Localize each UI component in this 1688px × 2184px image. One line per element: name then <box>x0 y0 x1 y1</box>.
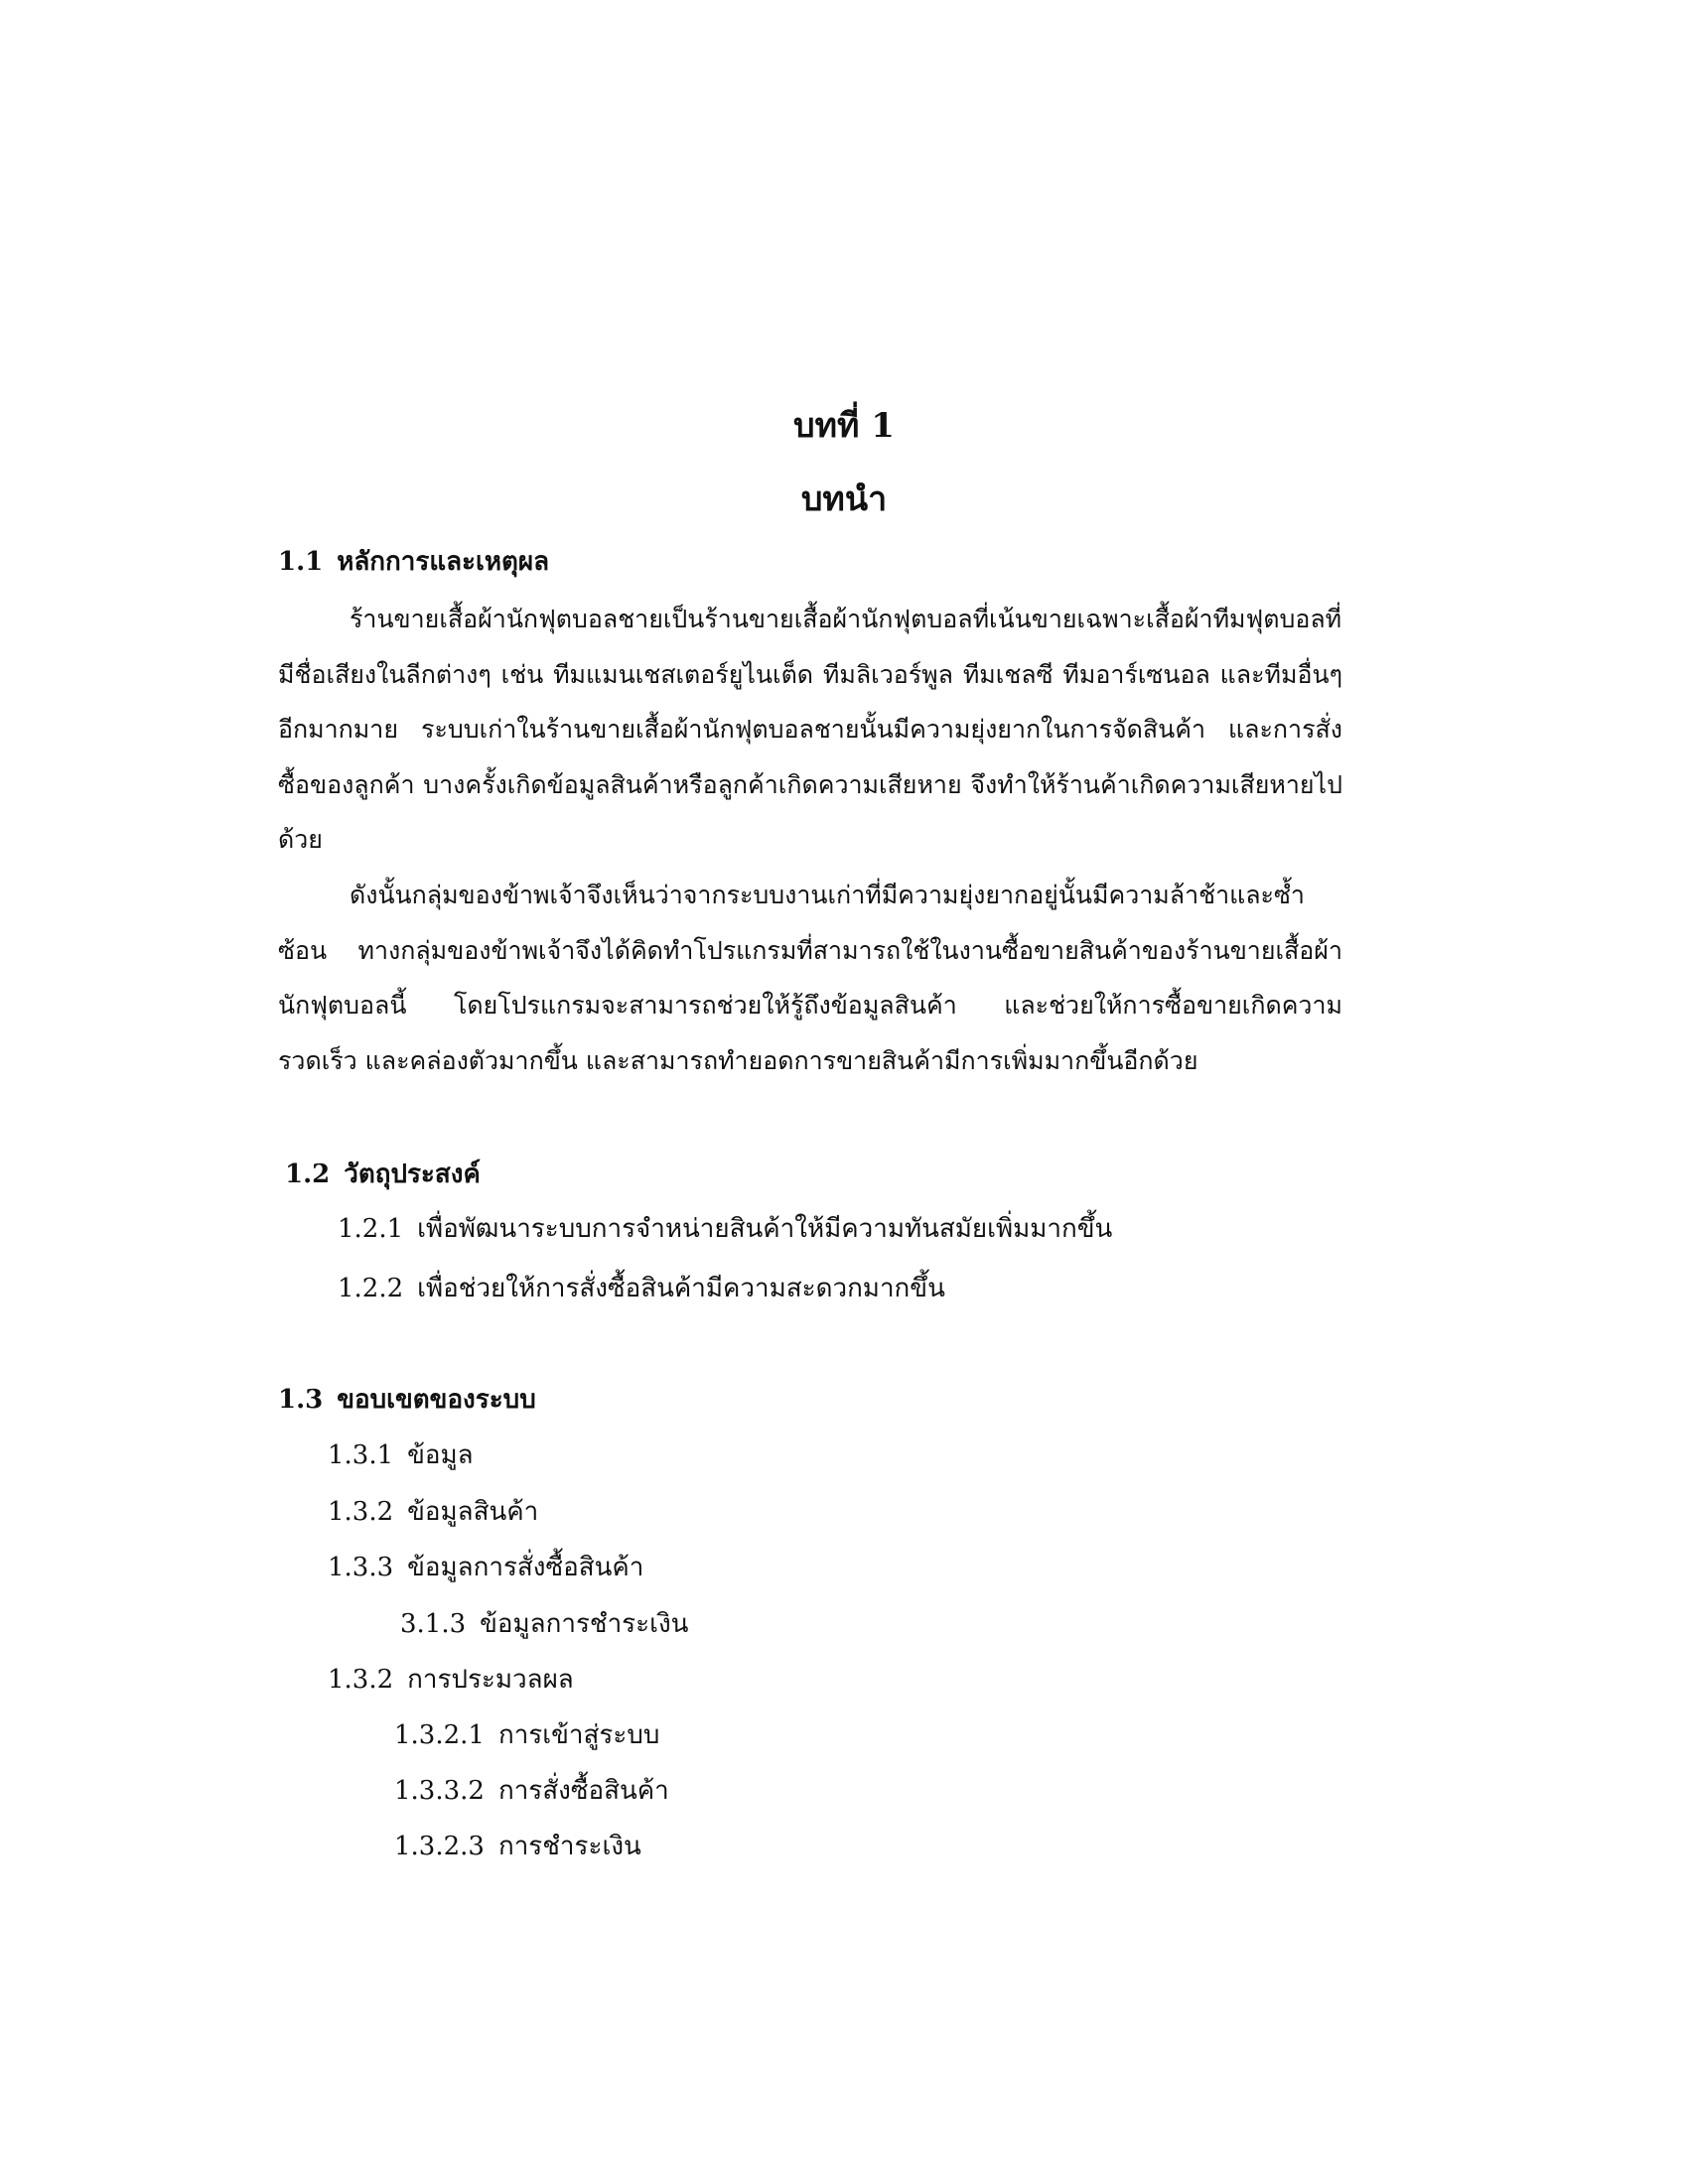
item-text: การชำระเงิน <box>497 1832 641 1861</box>
item-text: ข้อมูลสินค้า <box>407 1497 539 1527</box>
item-text: การเข้าสู่ระบบ <box>497 1720 660 1750</box>
section-heading-principles <box>278 549 549 575</box>
item-text: การสั่งซื้อสินค้า <box>497 1776 669 1806</box>
item-number: 1.3.2.1 <box>394 1720 485 1750</box>
chapter-number: บทที่ 1 <box>793 406 895 446</box>
section-title: หลักการและเหตุผล <box>337 547 550 577</box>
scope-item <box>394 1722 659 1748</box>
item-number: 1.3.3.2 <box>394 1776 485 1806</box>
item-number: 1.2.1 <box>338 1214 404 1244</box>
objective-item <box>338 1216 1112 1242</box>
scope-item <box>394 1778 669 1804</box>
item-number: 1.2.2 <box>338 1274 404 1303</box>
item-number: 1.3.2 <box>328 1497 394 1527</box>
paragraph-principles-1: ร้านขายเสื้อผ้านักฟุตบอลชายเป็นร้านขายเสื้อผ้านักฟุตบอลที่เน้นขายเฉพาะเสื้อผ้าทีมฟุตบอลที่มีชื่อเสียงในลีกต่างๆ เช่น ทีมแมนเชสเตอร์ยูไนเต็ด ทีมลิเวอร์พูล ทีมเชลซี ทีมอาร์เซนอล และทีมอื่นๆอีกมากมาย ระบบเก่าในร้านขายเสื้อผ้านักฟุตบอลชายนั้นมีความยุ่งยากในการจัดสินค้า และการสั่งซื้อของลูกค้า บางครั้งเกิดข้อมูลสินค้าหรือลูกค้าเกิดความเสียหาย จึงทำให้ร้านค้าเกิดความเสียหายไปด้วย <box>278 605 1342 854</box>
item-number: 1.3.1 <box>328 1440 394 1470</box>
section-number: 1.2 <box>285 1160 331 1189</box>
section-number: 1.1 <box>278 547 324 577</box>
item-text: เพื่อพัฒนาระบบการจำหน่ายสินค้าให้มีความทันสมัยเพิ่มมากขึ้น <box>417 1214 1113 1244</box>
section-heading-objectives <box>285 1161 481 1187</box>
item-number: 1.3.2.3 <box>394 1832 485 1861</box>
item-number: 3.1.3 <box>400 1609 467 1639</box>
chapter-title: บทนำ <box>800 479 888 519</box>
section-number: 1.3 <box>278 1385 324 1415</box>
section-title: วัตถุประสงค์ <box>344 1160 481 1189</box>
scope-item <box>394 1834 641 1859</box>
scope-item <box>328 1442 474 1468</box>
paragraph-principles-2: ดังนั้นกลุ่มของข้าพเจ้าจึงเห็นว่าจากระบบงานเก่าที่มีความยุ่งยากอยู่นั้นมีความล้าช้าและซ้ำซ้อน ทางกลุ่มของข้าพเจ้าจึงได้คิดทำโปรแกรมที่สามารถใช้ในงานซื้อขายสินค้าของร้านขายเสื้อผ้านักฟุตบอลนี้ โดยโปรแกรมจะสามารถช่วยให้รู้ถึงข้อมูลสินค้า และช่วยให้การซื้อขายเกิดความรวดเร็ว และคล่องตัวมากขึ้น และสามารถทำยอดการขายสินค้ามีการเพิ่มมากขึ้นอีกด้วย <box>278 881 1342 1075</box>
item-text: เพื่อช่วยให้การสั่งซื้อสินค้ามีความสะดวกมากขึ้น <box>417 1274 945 1303</box>
objective-item <box>338 1276 945 1301</box>
scope-item <box>328 1555 643 1580</box>
item-number: 1.3.2 <box>328 1665 394 1695</box>
scope-item <box>400 1611 688 1637</box>
scope-item <box>328 1499 538 1525</box>
item-text: ข้อมูล <box>407 1440 474 1470</box>
item-number: 1.3.3 <box>328 1553 394 1582</box>
item-text: ข้อมูลการสั่งซื้อสินค้า <box>407 1553 644 1582</box>
scope-item <box>328 1667 574 1693</box>
item-text: การประมวลผล <box>407 1665 574 1695</box>
item-text: ข้อมูลการชำระเงิน <box>480 1609 689 1639</box>
section-heading-scope <box>278 1387 536 1413</box>
section-title: ขอบเขตของระบบ <box>337 1385 536 1415</box>
